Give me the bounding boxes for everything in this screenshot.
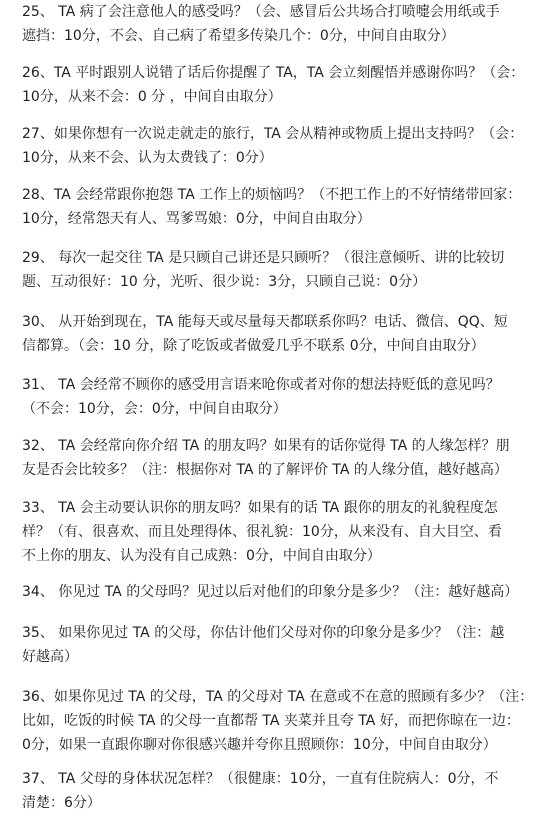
question-line: 遮挡：10分，不会、自己病了希望多传染几个：0分，中间自由取分）	[22, 28, 455, 44]
question-34	[22, 580, 534, 604]
question-line: 清楚：6分）	[22, 795, 101, 811]
question-32	[22, 434, 534, 482]
question-line: 29、 每次一起交往 TA 是只顾自己讲还是只顾听？（很注意倾听、讲的比较切	[22, 250, 505, 266]
question-line: 比如，吃饭的时候 TA 的父母一直都帮 TA 夹菜并且夸 TA 好，而把你晾在一边：	[22, 713, 520, 729]
question-line: 10分，从来不会：0 分 ，中间自由取分）	[22, 89, 282, 105]
question-line: 样？（有、很喜欢、而且处理得体、很礼貌：10分，从来没有、自大目空、看	[22, 524, 502, 540]
question-28	[22, 183, 534, 231]
question-line: 35、 如果你见过 TA 的父母，你估计他们父母对你的印象分是多少？（注：越	[22, 625, 505, 641]
question-30	[22, 310, 534, 358]
question-line: 10分，从来不会、认为太费钱了：0分）	[22, 150, 273, 166]
question-line: 37、 TA 父母的身体状况怎样？（很健康：10分，一直有住院病人：0分，不	[22, 771, 499, 787]
question-line: 36、如果你见过 TA 的父母，TA 的父母对 TA 在意或不在意的照顾有多少？（注：	[22, 689, 534, 705]
question-line: 信都算。（会：10 分，除了吃饭或者做爱几乎不联系 0分，中间自由取分）	[22, 338, 485, 354]
question-line: 友是否会比较多？（注：根据你对 TA 的了解评价 TA 的人缘分值，越好越高）	[22, 462, 508, 478]
question-line: 不上你的朋友、认为没有自己成熟：0分，中间自由取分）	[22, 548, 381, 564]
question-line: 30、 从开始到现在，TA 能每天或尽量每天都联系你吗？电话、微信、QQ、短	[22, 314, 508, 330]
question-line: 31、 TA 会经常不顾你的感受用言语来呛你或者对你的想法持贬低的意见吗？	[22, 377, 500, 393]
question-line: 25、 TA 病了会注意他人的感受吗？（会、感冒后公共场合打喷嚏会用纸或手	[22, 4, 500, 20]
question-line: 27、如果你想有一次说走就走的旅行，TA 会从精神或物质上提出支持吗？（会：	[22, 126, 524, 142]
question-27	[22, 122, 534, 170]
question-line: 0分，如果一直跟你聊对你很感兴趣并夸你且照顾你：10分，中间自由取分）	[22, 737, 497, 753]
question-line: 34、 你见过 TA 的父母吗？见过以后对他们的印象分是多少？（注：越好越高）	[22, 584, 519, 600]
question-line: 10分，经常怨天有人、骂爹骂娘：0分，中间自由取分）	[22, 211, 371, 227]
question-line: 28、TA 会经常跟你抱怨 TA 工作上的烦恼吗？（不把工作上的不好情绪带回家：	[22, 187, 522, 203]
question-29	[22, 246, 534, 294]
question-line: 33、 TA 会主动要认识你的朋友吗？如果有的话 TA 跟你的朋友的礼貌程度怎	[22, 500, 498, 516]
question-line: 题、互动很好：10 分，光听、很少说：3分，只顾自己说：0分）	[22, 274, 427, 290]
question-35	[22, 621, 534, 669]
question-line: 26、TA 平时跟别人说错了话后你提醒了 TA，TA 会立刻醒悟并感谢你吗？（会：	[22, 65, 525, 81]
question-36	[22, 685, 534, 757]
question-line: 好越高）	[22, 649, 78, 665]
question-25	[22, 0, 534, 48]
question-26	[22, 61, 534, 109]
question-31	[22, 373, 534, 421]
question-line: 32、 TA 会经常向你介绍 TA 的朋友吗？如果有的话你觉得 TA 的人缘怎样？朋	[22, 438, 510, 454]
question-33	[22, 496, 534, 568]
question-37	[22, 767, 534, 815]
question-line: （不会：10分，会：0分，中间自由取分）	[22, 401, 287, 417]
